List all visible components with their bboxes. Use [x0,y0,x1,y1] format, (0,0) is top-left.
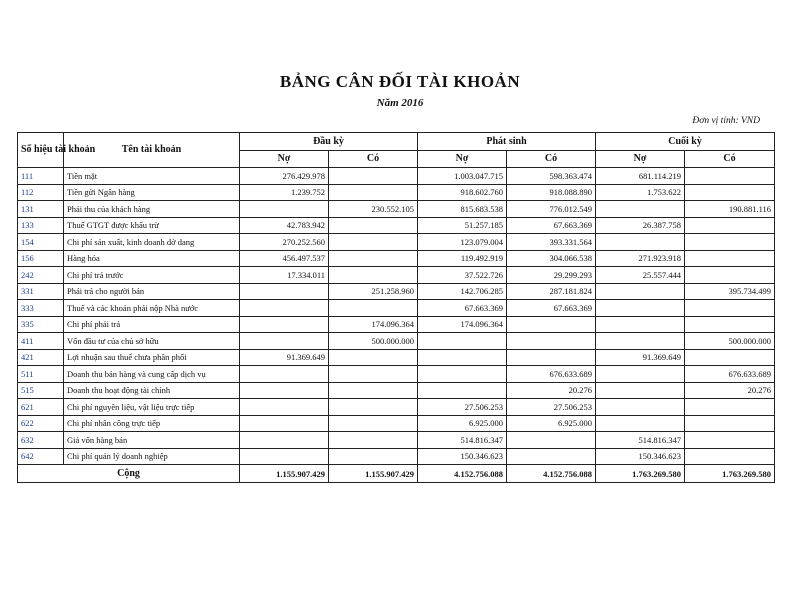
closing-credit [685,217,775,234]
opening-credit: 230.552.105 [329,201,418,218]
movement-debit: 67.663.369 [418,300,507,317]
closing-credit: 395.734.499 [685,283,775,300]
opening-credit [329,415,418,432]
closing-debit [596,415,685,432]
opening-credit: 251.258.960 [329,283,418,300]
movement-credit: 776.012.549 [507,201,596,218]
account-code: 515 [18,382,64,399]
total-label: Cộng [18,465,240,483]
account-name: Phải thu của khách hàng [64,201,240,218]
account-name: Chi phí quản lý doanh nghiệp [64,448,240,465]
opening-debit [240,415,329,432]
opening-credit [329,366,418,383]
opening-credit [329,349,418,366]
opening-debit [240,316,329,333]
currency-unit: Đơn vị tính: VND [692,116,760,126]
closing-debit: 681.114.219 [596,168,685,185]
closing-credit: 500.000.000 [685,333,775,350]
table-row [18,333,775,350]
closing-debit: 150.346.623 [596,448,685,465]
movement-debit: 27.506.253 [418,399,507,416]
table-row [18,283,775,300]
movement-credit: 67.663.369 [507,300,596,317]
opening-debit [240,448,329,465]
account-code: 621 [18,399,64,416]
table-row [18,267,775,284]
opening-credit [329,184,418,201]
account-name: Doanh thu hoạt động tài chính [64,382,240,399]
opening-debit [240,283,329,300]
report-title: BẢNG CÂN ĐỐI TÀI KHOẢN [279,72,521,91]
movement-debit: 37.522.726 [418,267,507,284]
closing-debit [596,283,685,300]
header-closing: Cuối kỳ [596,133,775,151]
total-movement-debit: 4.152.756.088 [418,465,507,483]
opening-credit [329,432,418,449]
account-name: Giá vốn hàng bán [64,432,240,449]
closing-credit [685,349,775,366]
table-row [18,201,775,218]
header-movement-debit: Nợ [418,151,507,168]
header-movement-credit: Có [507,151,596,168]
opening-debit: 91.369.649 [240,349,329,366]
table-row [18,300,775,317]
account-code: 131 [18,201,64,218]
closing-debit: 271.923.918 [596,250,685,267]
table-row [18,168,775,185]
movement-debit: 51.257.185 [418,217,507,234]
table-row [18,415,775,432]
opening-debit: 270.252.560 [240,234,329,251]
movement-credit [507,349,596,366]
movement-credit: 598.363.474 [507,168,596,185]
total-opening-debit: 1.155.907.429 [240,465,329,483]
total-opening-credit: 1.155.907.429 [329,465,418,483]
table-row [18,432,775,449]
account-code: 421 [18,349,64,366]
header-opening: Đầu kỳ [240,133,418,151]
account-name: Chi phí nguyên liệu, vật liệu trực tiếp [64,399,240,416]
trial-balance-table [17,132,775,483]
account-code: 242 [18,267,64,284]
account-name: Chi phí trả trước [64,267,240,284]
movement-credit [507,448,596,465]
account-name: Chi phí sản xuất, kinh doanh dở dang [64,234,240,251]
closing-debit [596,201,685,218]
closing-debit [596,333,685,350]
account-code: 411 [18,333,64,350]
movement-debit: 150.346.623 [418,448,507,465]
account-code: 632 [18,432,64,449]
total-closing-credit: 1.763.269.580 [685,465,775,483]
closing-debit [596,316,685,333]
opening-credit [329,267,418,284]
account-name: Vốn đầu tư của chủ sở hữu [64,333,240,350]
header-account-no: Số hiệu tài khoản [18,133,64,168]
account-code: 156 [18,250,64,267]
table-row [18,349,775,366]
closing-credit [685,316,775,333]
report-year: Năm 2016 [376,97,424,109]
opening-credit [329,399,418,416]
table-row [18,184,775,201]
opening-credit: 500.000.000 [329,333,418,350]
table-row [18,316,775,333]
closing-debit: 91.369.649 [596,349,685,366]
closing-credit [685,234,775,251]
opening-debit [240,366,329,383]
account-code: 333 [18,300,64,317]
closing-debit [596,366,685,383]
closing-debit [596,234,685,251]
movement-debit: 815.683.538 [418,201,507,218]
account-code: 331 [18,283,64,300]
closing-credit [685,250,775,267]
movement-credit: 287.181.824 [507,283,596,300]
table-row [18,234,775,251]
movement-debit: 119.492.919 [418,250,507,267]
closing-credit [685,399,775,416]
opening-debit: 42.783.942 [240,217,329,234]
closing-debit: 26.387.758 [596,217,685,234]
header-closing-credit: Có [685,151,775,168]
opening-credit [329,448,418,465]
movement-credit: 67.663.369 [507,217,596,234]
table-row [18,250,775,267]
movement-credit: 20.276 [507,382,596,399]
total-movement-credit: 4.152.756.088 [507,465,596,483]
opening-debit: 17.334.011 [240,267,329,284]
closing-debit: 514.816.347 [596,432,685,449]
closing-debit [596,382,685,399]
closing-credit [685,168,775,185]
opening-credit: 174.096.364 [329,316,418,333]
opening-debit [240,333,329,350]
account-name: Doanh thu bán hàng và cung cấp dịch vụ [64,366,240,383]
movement-debit [418,333,507,350]
closing-credit [685,432,775,449]
opening-credit [329,300,418,317]
movement-credit: 676.633.689 [507,366,596,383]
movement-debit: 1.003.047.715 [418,168,507,185]
header-movement: Phát sinh [418,133,596,151]
movement-credit: 393.331.564 [507,234,596,251]
opening-credit [329,234,418,251]
header-account-name: Tên tài khoản [64,133,240,168]
account-code: 154 [18,234,64,251]
closing-debit [596,399,685,416]
closing-credit: 20.276 [685,382,775,399]
movement-credit [507,432,596,449]
table-row [18,382,775,399]
movement-credit: 29.299.293 [507,267,596,284]
opening-debit: 1.239.752 [240,184,329,201]
closing-credit [685,415,775,432]
movement-credit: 27.506.253 [507,399,596,416]
account-name: Tiền mặt [64,168,240,185]
account-code: 642 [18,448,64,465]
account-code: 622 [18,415,64,432]
movement-debit [418,382,507,399]
account-name: Tiền gửi Ngân hàng [64,184,240,201]
movement-credit [507,316,596,333]
movement-credit: 918.088.890 [507,184,596,201]
account-name: Chi phí phải trả [64,316,240,333]
movement-debit: 142.706.285 [418,283,507,300]
closing-credit: 190.881.116 [685,201,775,218]
account-code: 111 [18,168,64,185]
ledger-body [18,168,775,465]
table-row [18,366,775,383]
header-closing-debit: Nợ [596,151,685,168]
account-name: Thuế và các khoản phải nộp Nhà nước [64,300,240,317]
account-name: Chi phí nhân công trực tiếp [64,415,240,432]
header-opening-credit: Có [329,151,418,168]
opening-credit [329,250,418,267]
closing-credit [685,448,775,465]
table-row [18,399,775,416]
account-code: 335 [18,316,64,333]
total-closing-debit: 1.763.269.580 [596,465,685,483]
opening-debit [240,201,329,218]
closing-debit: 25.557.444 [596,267,685,284]
opening-debit: 456.497.537 [240,250,329,267]
movement-debit: 123.079.004 [418,234,507,251]
account-code: 511 [18,366,64,383]
closing-debit [596,300,685,317]
movement-debit: 514.816.347 [418,432,507,449]
closing-credit: 676.633.689 [685,366,775,383]
closing-credit [685,300,775,317]
closing-debit: 1.753.622 [596,184,685,201]
account-name: Hàng hóa [64,250,240,267]
account-name: Lợi nhuận sau thuế chưa phân phối [64,349,240,366]
closing-credit [685,267,775,284]
movement-credit: 6.925.000 [507,415,596,432]
movement-credit [507,333,596,350]
opening-debit [240,432,329,449]
opening-credit [329,382,418,399]
opening-debit: 276.429.978 [240,168,329,185]
movement-debit: 6.925.000 [418,415,507,432]
opening-credit [329,168,418,185]
table-row [18,217,775,234]
account-code: 112 [18,184,64,201]
opening-credit [329,217,418,234]
opening-debit [240,382,329,399]
movement-debit: 918.602.760 [418,184,507,201]
movement-debit [418,366,507,383]
account-name: Phải trả cho người bán [64,283,240,300]
account-code: 133 [18,217,64,234]
opening-debit [240,300,329,317]
total-row [18,465,775,483]
closing-credit [685,184,775,201]
header-opening-debit: Nợ [240,151,329,168]
table-row [18,448,775,465]
movement-debit [418,349,507,366]
movement-credit: 304.066.538 [507,250,596,267]
account-name: Thuế GTGT được khấu trừ [64,217,240,234]
opening-debit [240,399,329,416]
movement-debit: 174.096.364 [418,316,507,333]
